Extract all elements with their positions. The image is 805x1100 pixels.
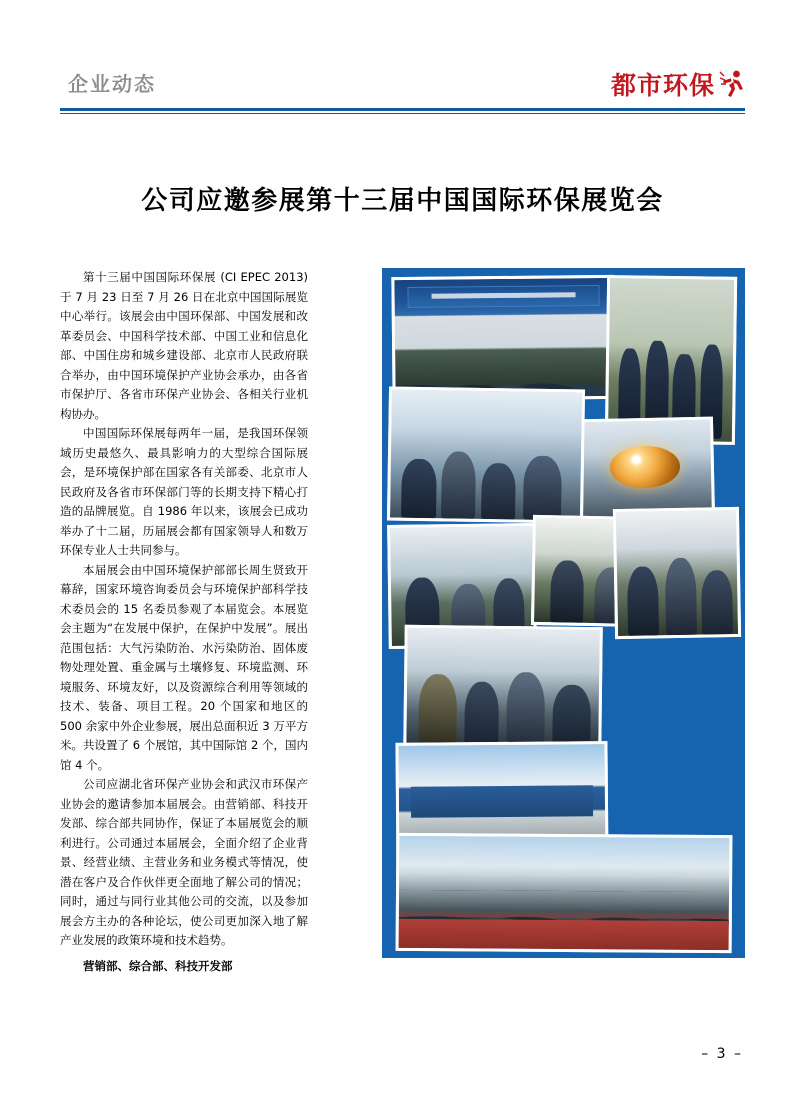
article-title: 公司应邀参展第十三届中国国际环保展览会 [141, 186, 664, 216]
article-paragraph: 第十三届中国国际环保展 (CI EPEC 2013) 于 7 月 23 日至 7 月 26 日在北京中国国际展览中心举行。该展会由中国环保部、中国发展和改革委员会、中国科学技术部、中国工业和信息化部、中国住房和城乡建设部、北京市人民政府联合举办，由中国环境保护产业协会承办，由各省市保护厅、各省市环保产业协会、各相关行业机构协办。 [60, 270, 308, 421]
page-header [0, 0, 805, 118]
header-category: 企业动态 [68, 72, 156, 96]
article-paragraph: 中国国际环保展每两年一届，是我国环保领域历史最悠久、最具影响力的大型综合国际展会，是环境保护部在国家各有关部委、北京市人民政府及各省市环保部门等的长期支持下精心打造的品牌展览。自 1986 年以来，该展会已成功举办了十二届，历届展会都有国家领导人和数万环保专业人士共同参与。 [60, 426, 308, 557]
photo-collage [382, 268, 745, 958]
article-signature: 营销部、综合部、科技开发部 [83, 958, 233, 973]
photo-opening-ceremony-stage [391, 275, 614, 401]
article-paragraph: 本届展会由中国环境保护部部长周生贤致开幕辞，国家环境咨询委员会与环境保护部科学技术委员会的 15 名委员参观了本届览会。本展览会主题为“在发展中保护，在保护中发展”。展出范围包括：大气污染防治、水污染防治、固体废物处理处置、重金属与土壤修复、环境监测、环境服务、环境友好，以及资源综合利用等领域的技术、装备、项目工程。20 个国家和地区的 500 余家中外企业参展，展出总面积近 3 万平方米。共设置了 6 个展馆，其中国际馆 2 个，国内馆 4 个。 [60, 562, 308, 772]
brand-name: 都市环保 [610, 71, 715, 100]
photo-visitors-at-booth [387, 386, 585, 523]
article-body [60, 268, 308, 976]
header-rule-thick [60, 108, 745, 111]
photo-visitor-consultation-desk [403, 625, 603, 753]
header-rule-thin [60, 113, 745, 114]
page-number: – 3 – [701, 1046, 743, 1062]
photo-red-carpet-entrance-crowd [396, 833, 733, 953]
article-paragraph: 公司应湖北省环保产业协会和武汉市环保产业协会的邀请参加本届展会。由营销部、科技开发部、综合部共同协作，保证了本届展览会的顺利进行。公司通过本届展会，全面介绍了企业背景、经营业绩、主营业务和业务模式等情况，使潜在客户及合作伙伴更全面地了解公司的情况；同时，通过与同行业其他公司的交流，以及参加展会方主办的各种论坛，使公司更加深入地了解产业发展的政策环境和技术趋势。 [60, 777, 308, 947]
running-figure-logo-icon [719, 69, 745, 99]
brand-logo [611, 66, 745, 102]
photo-company-exhibition-booth [613, 507, 741, 639]
